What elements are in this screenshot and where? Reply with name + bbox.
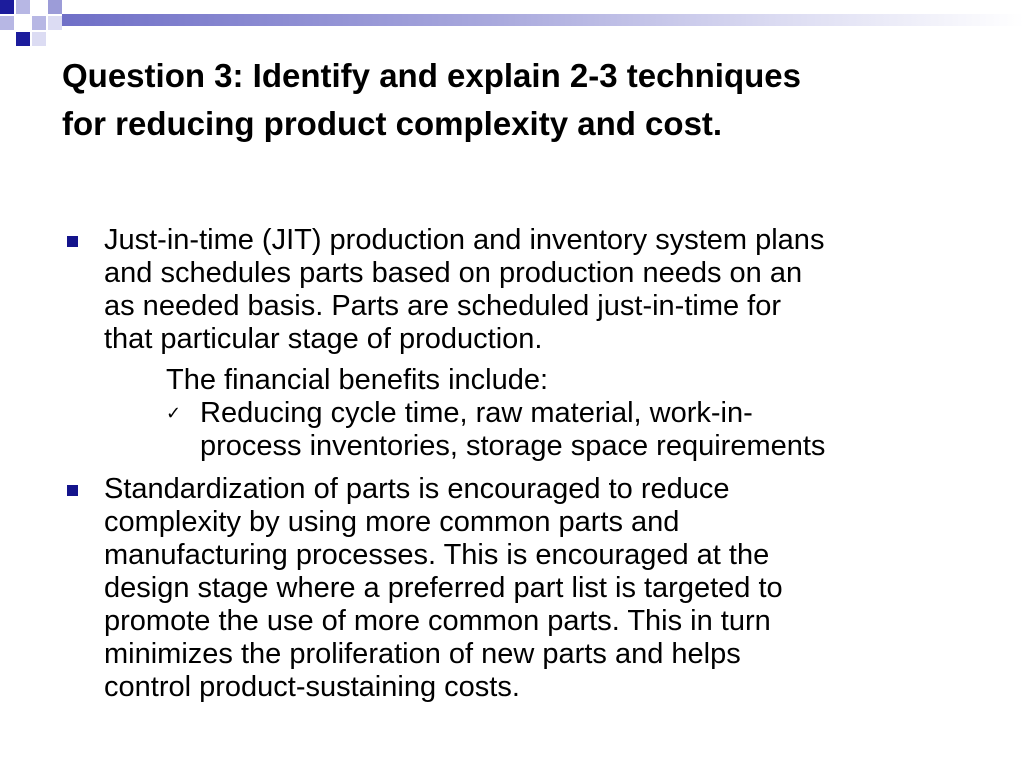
check-text-line: process inventories, storage space requirements [200, 430, 826, 462]
bullet-item-standardization [62, 473, 962, 704]
decor-square [48, 16, 62, 30]
bullet-item-jit [62, 224, 962, 356]
bullet-text-line: and schedules parts based on production needs on an [104, 257, 803, 289]
slide-title [62, 52, 1002, 148]
square-bullet-icon [67, 236, 78, 247]
decor-square [0, 0, 14, 14]
sub-text-financial-benefits: The financial benefits include: [166, 364, 549, 396]
header-gradient-bar [62, 14, 1024, 26]
bullet-text-line: Standardization of parts is encouraged to reduce [104, 473, 730, 505]
title-line: Question 3: Identify and explain 2-3 techniques [62, 57, 801, 94]
decor-square [32, 32, 46, 46]
bullet-text-line: as needed basis. Parts are scheduled just-in-time for [104, 290, 782, 322]
decor-square [16, 16, 30, 30]
bullet-text-line: promote the use of more common parts. This in turn [104, 605, 771, 637]
decor-square [16, 0, 30, 14]
bullet-text-line: complexity by using more common parts and [104, 506, 680, 538]
bullet-text-line: minimizes the proliferation of new parts and helps [104, 638, 741, 670]
bullet-text-line: manufacturing processes. This is encouraged at the [104, 539, 770, 571]
bullet-text-line: design stage where a preferred part list is targeted to [104, 572, 783, 604]
square-bullet-icon [67, 485, 78, 496]
decor-square [32, 16, 46, 30]
check-text-line: Reducing cycle time, raw material, work-in- [200, 397, 753, 429]
bullet-text-line: Just-in-time (JIT) production and inventory system plans [104, 224, 825, 256]
title-line: for reducing product complexity and cost. [62, 105, 723, 142]
decor-square [0, 16, 14, 30]
check-item-benefits [62, 397, 962, 463]
slide-body [62, 224, 962, 704]
decor-square [16, 32, 30, 46]
bullet-text-line: that particular stage of production. [104, 323, 543, 355]
decor-square [48, 0, 62, 14]
checkmark-icon: ✓ [166, 403, 182, 424]
bullet-text-line: control product-sustaining costs. [104, 671, 520, 703]
